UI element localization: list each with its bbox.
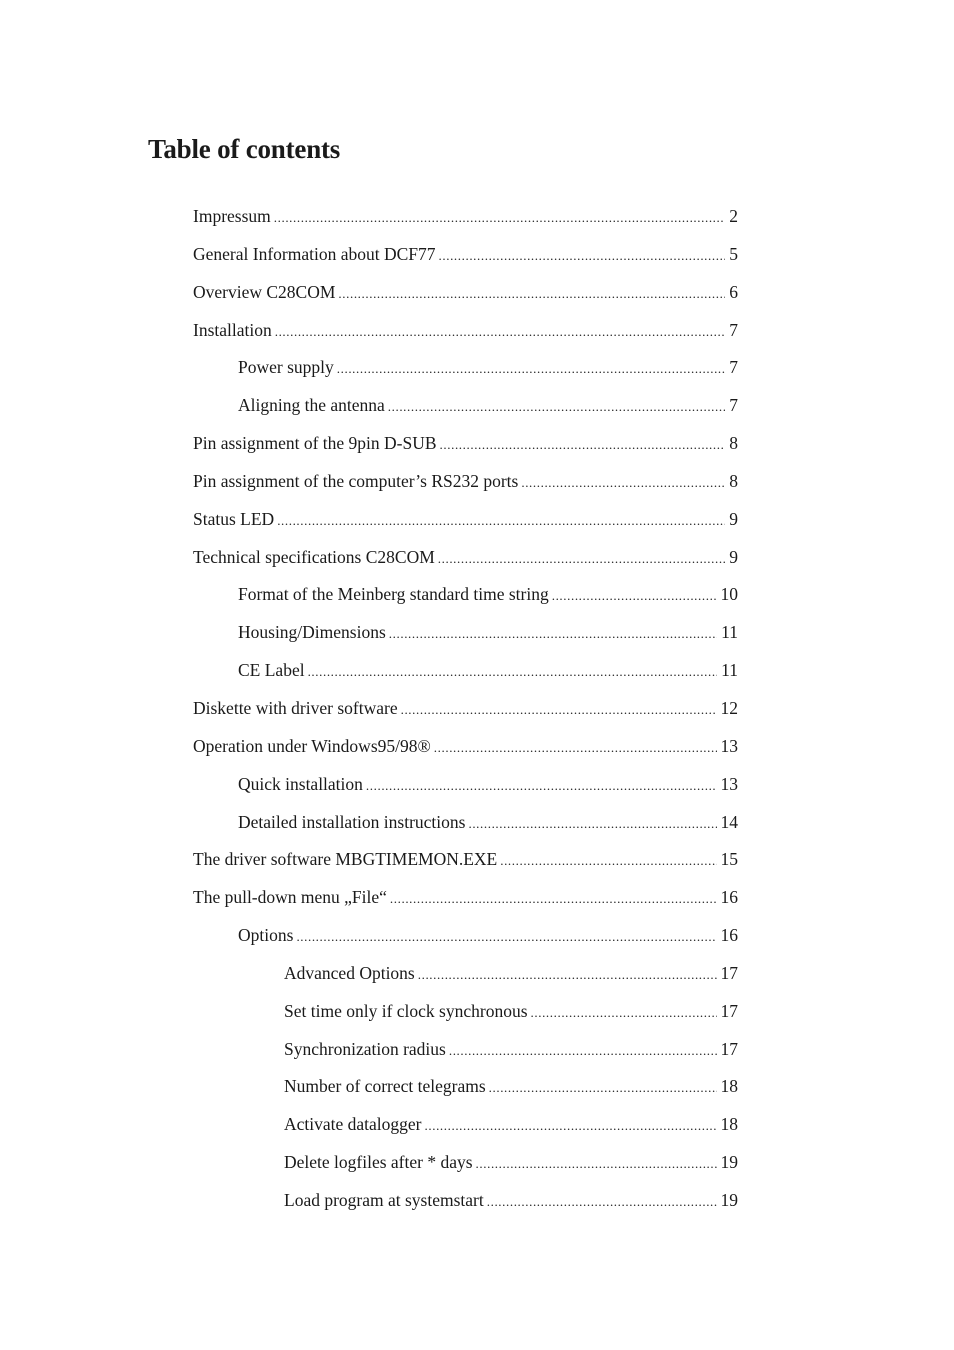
toc-entry[interactable] [193, 732, 738, 770]
toc-entry-title: Activate datalogger [284, 1114, 422, 1135]
toc-entry-page: 17 [720, 1038, 738, 1059]
toc-entry-title: Diskette with driver software [193, 697, 398, 718]
dot-leader [531, 997, 717, 1025]
toc-entry-title: CE Label [238, 660, 305, 681]
toc-entry[interactable] [193, 1110, 738, 1148]
dot-leader [476, 1148, 717, 1176]
dot-leader [425, 1110, 717, 1138]
toc-entry[interactable] [193, 1072, 738, 1110]
toc-entry-title: Aligning the antenna [238, 395, 385, 416]
toc-entry-title: Housing/Dimensions [238, 622, 386, 643]
toc-entry[interactable] [193, 1035, 738, 1073]
dot-leader [277, 505, 725, 533]
toc-entry[interactable] [193, 1148, 738, 1186]
toc-entry-title: Options [238, 925, 294, 946]
toc-entry-title: Pin assignment of the computer’s RS232 ports [193, 470, 519, 491]
toc-entry-title: Power supply [238, 357, 334, 378]
toc-entry[interactable] [193, 770, 738, 808]
toc-entry[interactable] [193, 543, 738, 581]
toc-entry-page: 2 [729, 206, 738, 226]
toc-entry-page: 19 [720, 1152, 738, 1173]
dot-leader [468, 808, 716, 836]
toc-entry-page: 16 [720, 887, 738, 908]
toc-entry-title: General Information about DCF77 [193, 243, 436, 264]
toc-entry-title: Delete logfiles after * days [284, 1152, 473, 1173]
toc-entry-title: Operation under Windows95/98® [193, 735, 431, 756]
toc-entry-title: Status LED [193, 508, 275, 529]
dot-leader [418, 959, 717, 987]
dot-leader [308, 656, 718, 684]
toc-entry-page: 17 [720, 962, 738, 983]
toc-entry-page: 12 [720, 697, 738, 718]
toc-entry[interactable] [193, 391, 738, 429]
dot-leader [552, 580, 717, 608]
toc-entry-page: 8 [729, 433, 738, 454]
dot-leader [388, 391, 725, 419]
dot-leader [487, 1186, 717, 1214]
toc-entry[interactable] [193, 278, 738, 316]
toc-entry-title: Synchronization radius [284, 1038, 446, 1059]
toc-entry-title: Format of the Meinberg standard time string [238, 584, 549, 605]
toc-entry[interactable] [193, 694, 738, 732]
toc-entry-page: 6 [729, 281, 738, 302]
toc-entry[interactable] [193, 429, 738, 467]
toc-entry[interactable] [193, 240, 738, 278]
toc-entry[interactable] [193, 921, 738, 959]
dot-leader [521, 467, 725, 495]
toc-entry[interactable] [193, 808, 738, 846]
toc-entry-title: Set time only if clock synchronous [284, 1000, 528, 1021]
dot-leader [366, 770, 717, 798]
dot-leader [338, 278, 725, 306]
toc-entry[interactable] [193, 997, 738, 1035]
toc-entry-page: 13 [720, 773, 738, 794]
toc-entry-page: 16 [720, 925, 738, 946]
toc-entry[interactable] [193, 618, 738, 656]
toc-entry-page: 10 [720, 584, 738, 605]
table-of-contents [193, 202, 738, 1224]
dot-leader [275, 316, 726, 344]
dot-leader [449, 1035, 717, 1063]
dot-leader [389, 618, 717, 646]
dot-leader [390, 883, 717, 911]
toc-entry-page: 7 [729, 395, 738, 416]
toc-entry-title: The driver software MBGTIMEMON.EXE [193, 849, 498, 870]
toc-entry-page: 11 [721, 660, 738, 681]
toc-entry-page: 8 [729, 470, 738, 491]
dot-leader [500, 845, 716, 873]
dot-leader [489, 1072, 717, 1100]
toc-entry[interactable] [193, 580, 738, 618]
dot-leader [337, 353, 725, 381]
toc-entry-page: 19 [720, 1189, 738, 1210]
toc-entry-title: Overview C28COM [193, 281, 336, 302]
toc-entry-page: 7 [729, 357, 738, 378]
dot-leader [440, 429, 726, 457]
toc-entry-title: Detailed installation instructions [238, 811, 466, 832]
toc-entry-page: 11 [721, 622, 738, 643]
dot-leader [274, 202, 725, 230]
toc-entry-title: Installation [193, 319, 272, 340]
dot-leader [439, 240, 726, 268]
page-title: Table of contents [148, 134, 341, 164]
toc-entry-title: Quick installation [238, 773, 363, 794]
toc-entry-title: Load program at systemstart [284, 1189, 484, 1210]
toc-entry[interactable] [193, 1186, 738, 1224]
toc-entry-page: 9 [729, 508, 738, 529]
toc-entry[interactable] [193, 202, 738, 240]
toc-entry-page: 14 [720, 811, 738, 832]
toc-entry-title: Advanced Options [284, 962, 415, 983]
toc-entry-title: Impressum [193, 206, 271, 226]
toc-entry-title: Technical specifications C28COM [193, 546, 435, 567]
dot-leader [296, 921, 716, 949]
toc-entry[interactable] [193, 959, 738, 997]
toc-entry-page: 15 [720, 849, 738, 870]
toc-entry[interactable] [193, 316, 738, 354]
toc-entry-title: Pin assignment of the 9pin D-SUB [193, 433, 437, 454]
toc-entry[interactable] [193, 353, 738, 391]
toc-entry[interactable] [193, 656, 738, 694]
toc-entry[interactable] [193, 505, 738, 543]
dot-leader [438, 543, 725, 571]
toc-entry[interactable] [193, 883, 738, 921]
toc-entry-title: The pull-down menu „File“ [193, 887, 387, 908]
toc-entry-page: 5 [729, 243, 738, 264]
toc-entry[interactable] [193, 845, 738, 883]
dot-leader [434, 732, 717, 760]
toc-entry-page: 18 [720, 1076, 738, 1097]
toc-entry-page: 17 [720, 1000, 738, 1021]
toc-entry[interactable] [193, 467, 738, 505]
toc-entry-page: 9 [729, 546, 738, 567]
toc-entry-page: 7 [729, 319, 738, 340]
toc-entry-page: 13 [720, 735, 738, 756]
toc-entry-title: Number of correct telegrams [284, 1076, 486, 1097]
toc-entry-page: 18 [720, 1114, 738, 1135]
dot-leader [401, 694, 717, 722]
